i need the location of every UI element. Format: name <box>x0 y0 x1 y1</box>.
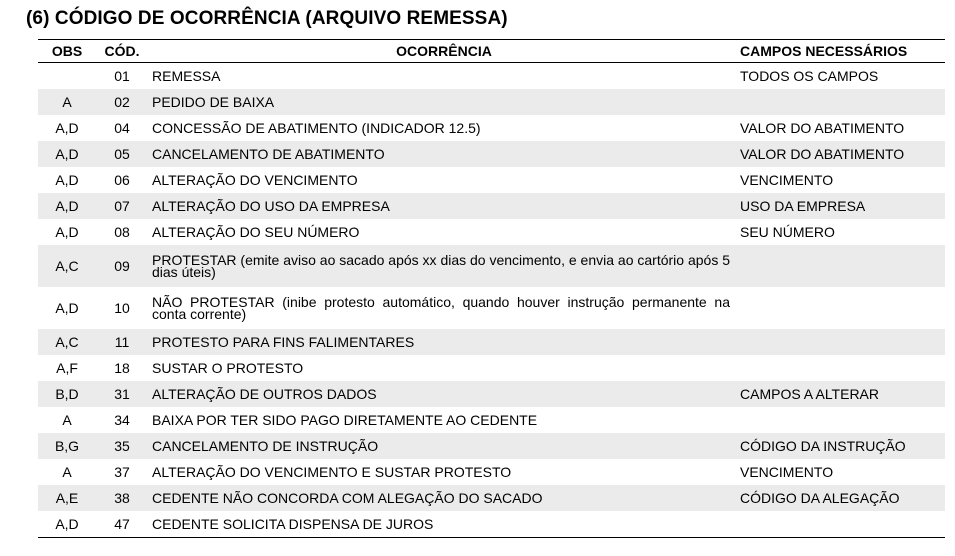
table-row <box>38 329 945 355</box>
cell-campos <box>740 355 945 381</box>
cell-ocorrencia: CANCELAMENTO DE INSTRUÇÃO <box>148 433 740 459</box>
cell-obs: A,F <box>56 360 78 376</box>
table-row <box>38 407 945 433</box>
table-row <box>38 193 945 219</box>
table-row <box>38 141 945 167</box>
cell-cod: 09 <box>96 245 148 287</box>
cell-ocorrencia: ALTERAÇÃO DE OUTROS DADOS <box>148 381 740 407</box>
cell-campos <box>740 511 945 538</box>
cell-obs: A,D <box>55 172 79 188</box>
cell-campos: TODOS OS CAMPOS <box>740 68 879 84</box>
cell-cod: 02 <box>96 89 148 115</box>
cell-obs: A,D <box>38 511 96 538</box>
table-row <box>38 63 945 90</box>
cell-obs: A,C <box>38 245 96 287</box>
cell-campos <box>740 245 945 287</box>
cell-obs <box>38 63 96 90</box>
table-row <box>38 287 945 329</box>
occurrence-codes-table <box>38 39 945 538</box>
cell-obs: A,D <box>55 224 79 240</box>
cell-cod: 47 <box>96 511 148 538</box>
cell-campos: CÓDIGO DA ALEGAÇÃO <box>740 485 945 511</box>
cell-ocorrencia: PROTESTO PARA FINS FALIMENTARES <box>148 329 740 355</box>
cell-ocorrencia: ALTERAÇÃO DO VENCIMENTO E SUSTAR PROTESTO <box>152 464 512 480</box>
cell-campos <box>740 287 945 329</box>
cell-cod: 11 <box>96 329 148 355</box>
cell-ocorrencia: ALTERAÇÃO DO SEU NÚMERO <box>152 224 360 240</box>
cell-cod: 37 <box>114 464 130 480</box>
table-header-row <box>38 40 945 63</box>
cell-cod: 04 <box>114 120 130 136</box>
cell-obs: A <box>62 412 72 428</box>
table-row <box>38 167 945 193</box>
cell-campos: VALOR DO ABATIMENTO <box>740 120 905 136</box>
cell-cod: 01 <box>114 68 130 84</box>
cell-campos <box>740 329 945 355</box>
cell-cod: 38 <box>96 485 148 511</box>
cell-ocorrencia: CEDENTE SOLICITA DISPENSA DE JUROS <box>148 511 740 538</box>
cell-ocorrencia: CANCELAMENTO DE ABATIMENTO <box>148 141 740 167</box>
table-row <box>38 511 945 538</box>
table-body <box>38 63 945 538</box>
cell-ocorrencia: CEDENTE NÃO CONCORDA COM ALEGAÇÃO DO SACADO <box>148 485 740 511</box>
cell-ocorrencia <box>148 245 740 287</box>
cell-cod: 10 <box>114 300 130 316</box>
cell-obs: A,C <box>38 329 96 355</box>
cell-obs: A,D <box>55 120 79 136</box>
table-row <box>38 245 945 287</box>
cell-ocorrencia-text: PROTESTAR (emite aviso ao sacado após xx dias do vencimento, e envia ao cartório após 5 dias úteis) <box>152 252 730 280</box>
column-header-cod: CÓD. <box>96 40 148 63</box>
cell-obs: A <box>38 89 96 115</box>
cell-obs: A,E <box>38 485 96 511</box>
cell-cod: 08 <box>114 224 130 240</box>
cell-campos: SEU NÚMERO <box>740 224 835 240</box>
cell-campos: VENCIMENTO <box>740 464 834 480</box>
table-row <box>38 115 945 141</box>
cell-obs: A,D <box>38 141 96 167</box>
cell-ocorrencia: PEDIDO DE BAIXA <box>148 89 740 115</box>
cell-cod: 35 <box>96 433 148 459</box>
cell-obs: B,G <box>38 433 96 459</box>
cell-ocorrencia-text: NÃO PROTESTAR (inibe protesto automático, quando houver instrução permanente na conta corrente) <box>152 294 730 322</box>
cell-campos <box>740 407 945 433</box>
table-row <box>38 89 945 115</box>
cell-campos: USO DA EMPRESA <box>740 193 945 219</box>
cell-obs: A,D <box>55 300 79 316</box>
table-row <box>38 433 945 459</box>
cell-obs: A,D <box>38 193 96 219</box>
cell-obs: B,D <box>38 381 96 407</box>
cell-ocorrencia: BAIXA POR TER SIDO PAGO DIRETAMENTE AO CEDENTE <box>152 412 538 428</box>
cell-campos: VENCIMENTO <box>740 172 834 188</box>
cell-cod: 05 <box>96 141 148 167</box>
cell-ocorrencia: REMESSA <box>152 68 221 84</box>
cell-cod: 07 <box>96 193 148 219</box>
table-row <box>38 381 945 407</box>
table-row <box>38 219 945 245</box>
cell-campos: CÓDIGO DA INSTRUÇÃO <box>740 433 945 459</box>
cell-ocorrencia: ALTERAÇÃO DO USO DA EMPRESA <box>148 193 740 219</box>
cell-cod: 06 <box>114 172 130 188</box>
column-header-obs: OBS <box>38 40 96 63</box>
cell-ocorrencia: SUSTAR O PROTESTO <box>152 360 304 376</box>
table-row <box>38 459 945 485</box>
cell-campos: VALOR DO ABATIMENTO <box>740 141 945 167</box>
cell-cod: 18 <box>114 360 130 376</box>
column-header-ocorrencia: OCORRÊNCIA <box>148 40 740 63</box>
cell-cod: 34 <box>114 412 130 428</box>
table-row <box>38 355 945 381</box>
page-title: (6) CÓDIGO DE OCORRÊNCIA (ARQUIVO REMESSA) <box>26 8 508 29</box>
cell-ocorrencia: ALTERAÇÃO DO VENCIMENTO <box>152 172 358 188</box>
cell-cod: 31 <box>96 381 148 407</box>
cell-ocorrencia: CONCESSÃO DE ABATIMENTO (INDICADOR 12.5) <box>152 120 481 136</box>
cell-obs: A <box>62 464 72 480</box>
column-header-campos: CAMPOS NECESSÁRIOS <box>740 40 945 63</box>
cell-ocorrencia <box>148 287 740 329</box>
table-row <box>38 485 945 511</box>
cell-campos <box>740 89 945 115</box>
cell-campos: CAMPOS A ALTERAR <box>740 381 945 407</box>
